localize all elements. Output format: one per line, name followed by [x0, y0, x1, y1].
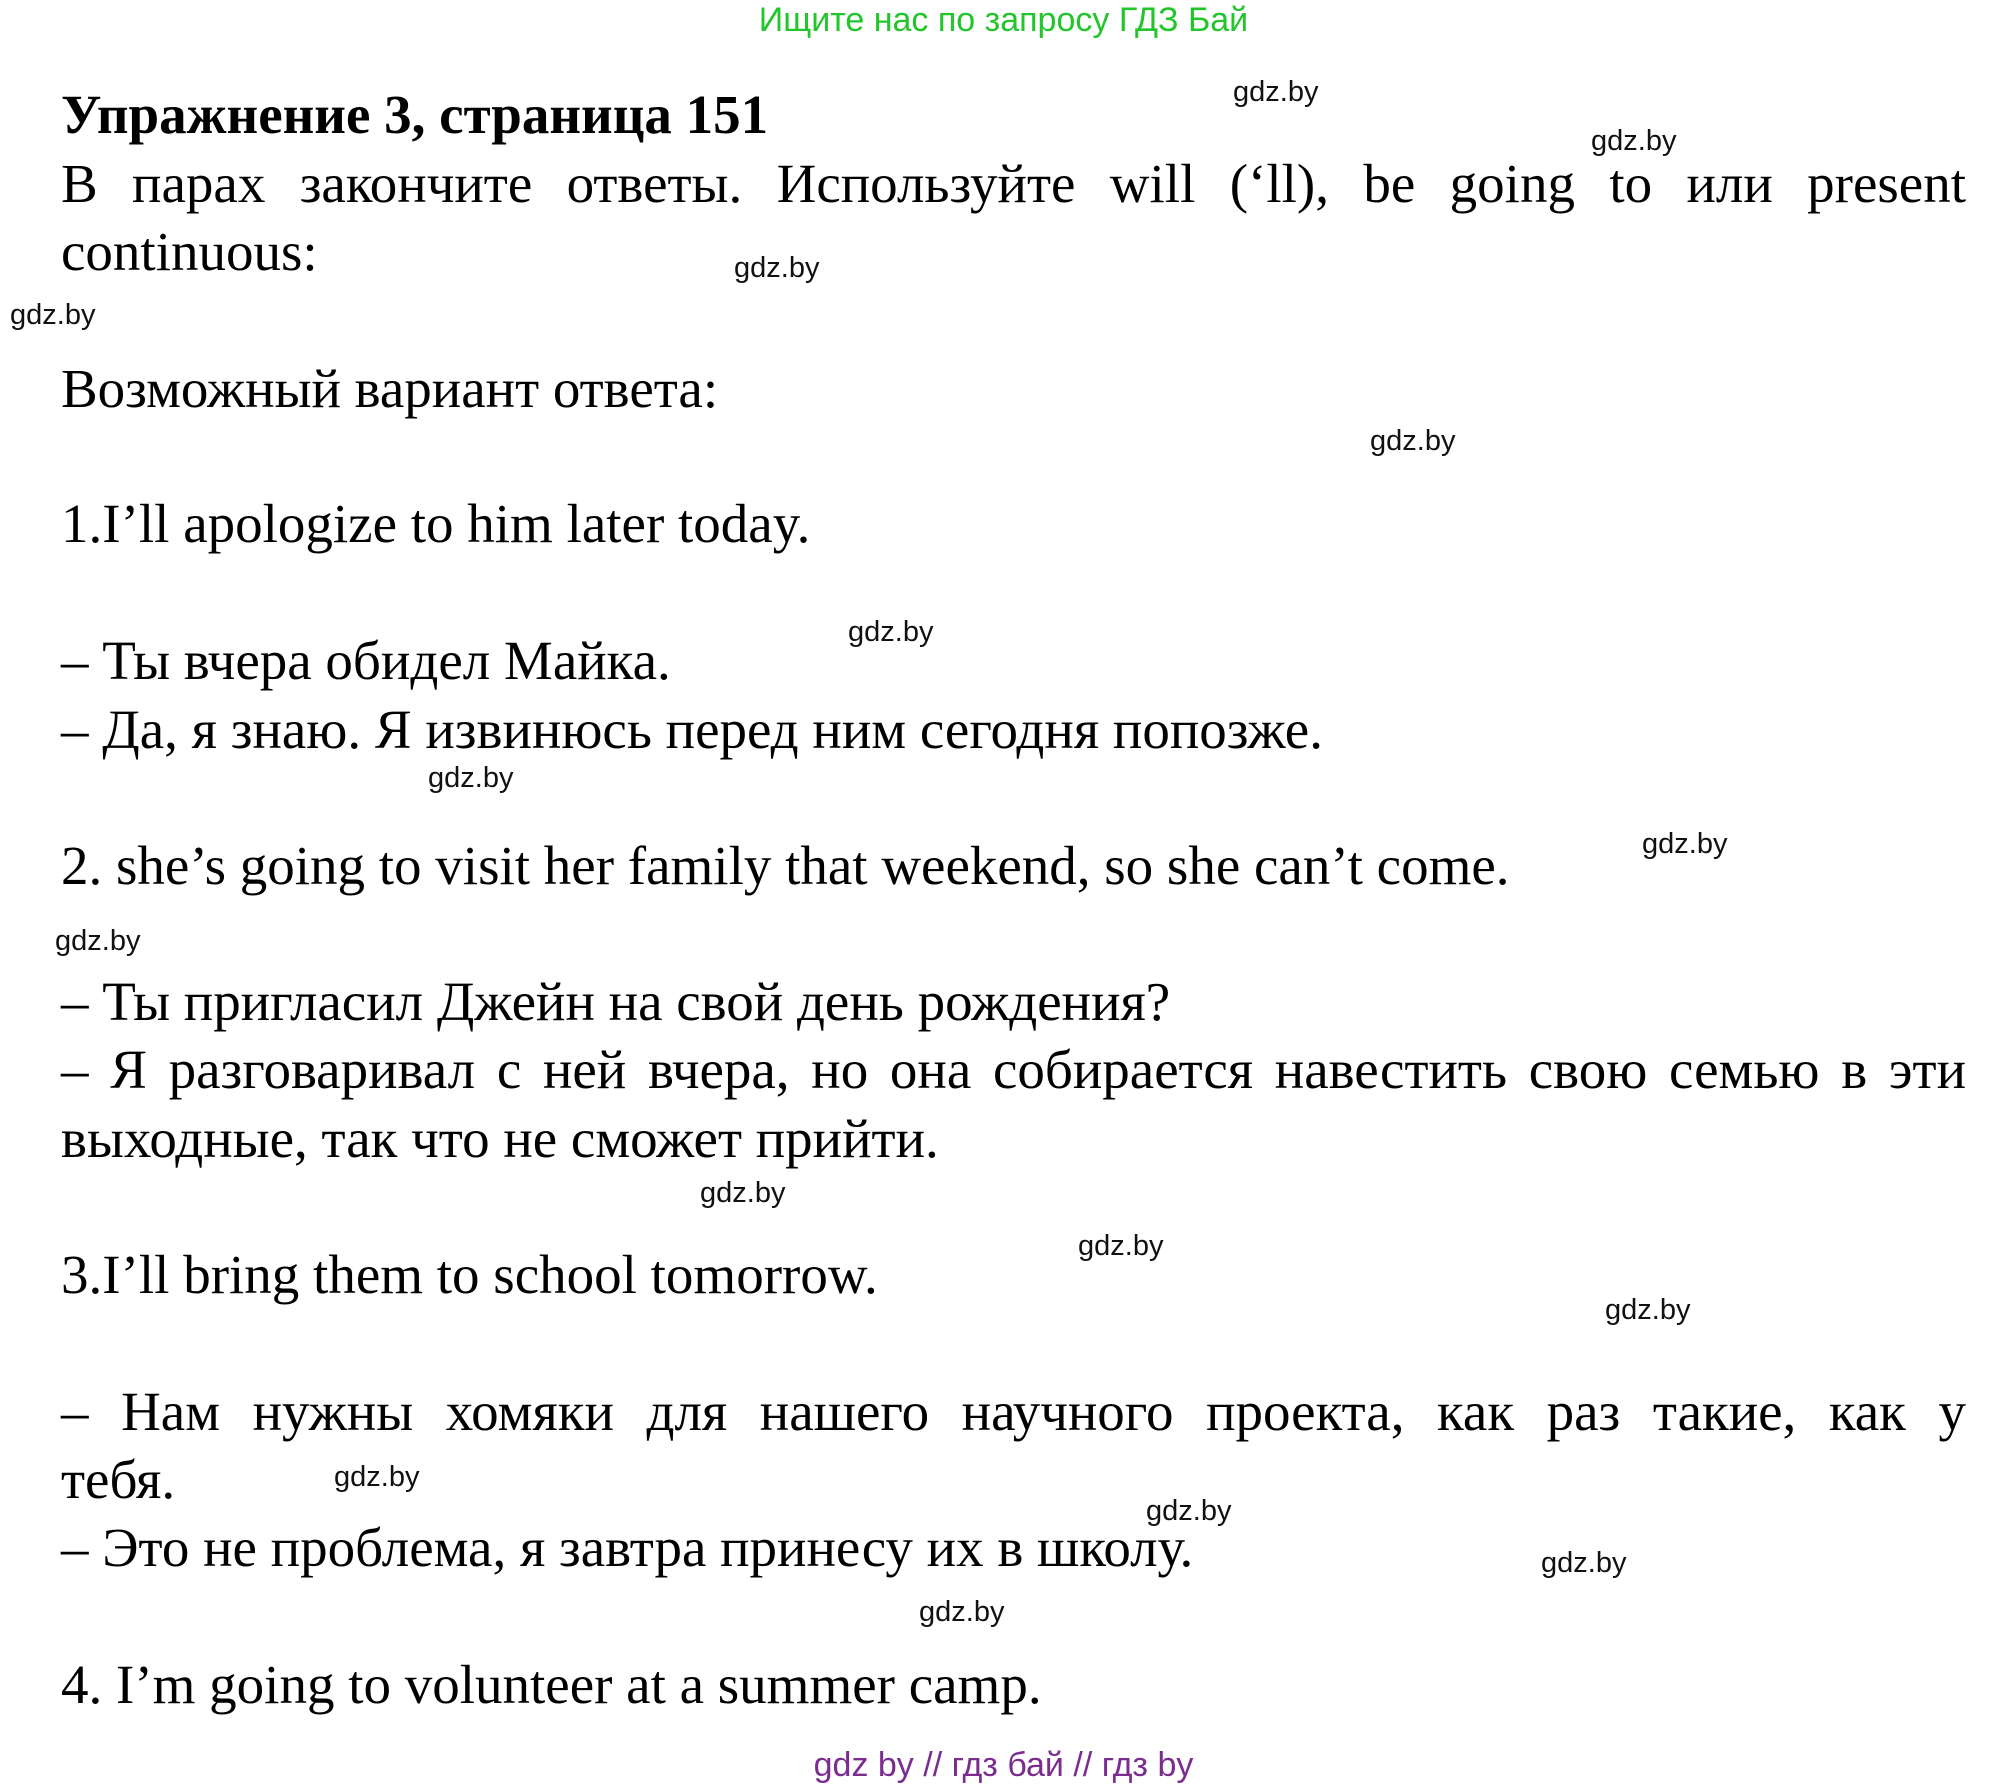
page-title: Упражнение 3, страница 151: [61, 84, 769, 145]
watermark: gdz.by: [1078, 1230, 1164, 1262]
watermark: gdz.by: [848, 616, 934, 648]
watermark: gdz.by: [1370, 425, 1456, 457]
dialog-2-line-2: – Я разговаривал с ней вчера, но она собирается навестить свою семью в эти: [61, 1039, 1966, 1100]
watermark: gdz.by: [334, 1461, 420, 1493]
dialog-3-line-3: – Это не проблема, я завтра принесу их в школу.: [61, 1517, 1194, 1578]
watermark: gdz.by: [55, 925, 141, 957]
watermark: gdz.by: [10, 299, 96, 331]
watermark: gdz.by: [1541, 1547, 1627, 1579]
watermark: gdz.by: [1605, 1294, 1691, 1326]
instruction-line-2: continuous:: [61, 221, 318, 282]
dialog-2-line-3: выходные, так что не сможет прийти.: [61, 1108, 939, 1169]
answer-heading: Возможный вариант ответа:: [61, 358, 719, 419]
answer-2: 2. she’s going to visit her family that weekend, so she can’t come.: [61, 835, 1510, 896]
dialog-3-line-2: тебя.: [61, 1449, 176, 1510]
watermark: gdz.by: [1642, 828, 1728, 860]
watermark: gdz.by: [734, 252, 820, 284]
top-banner: Ищите нас по запросу ГДЗ Бай: [758, 1, 1249, 39]
dialog-2-line-1: – Ты пригласил Джейн на свой день рождения?: [61, 971, 1171, 1032]
instruction-line-1: В парах закончите ответы. Используйте will (‘ll), be going to или present: [61, 153, 1966, 214]
dialog-3-line-1: – Нам нужны хомяки для нашего научного проекта, как раз такие, как у: [61, 1381, 1966, 1442]
dialog-1-line-2: – Да, я знаю. Я извинюсь перед ним сегодня попозже.: [61, 699, 1323, 760]
answer-4: 4. I’m going to volunteer at a summer camp.: [61, 1654, 1042, 1715]
answer-1: 1.I’ll apologize to him later today.: [61, 493, 811, 554]
watermark: gdz.by: [1591, 125, 1677, 157]
watermark: gdz.by: [919, 1596, 1005, 1628]
footer-links: gdz by // гдз бай // гдз by: [813, 1746, 1194, 1784]
watermark: gdz.by: [1146, 1495, 1232, 1527]
answer-3: 3.I’ll bring them to school tomorrow.: [61, 1244, 878, 1305]
watermark: gdz.by: [428, 762, 514, 794]
dialog-1-line-1: – Ты вчера обидел Майка.: [61, 630, 671, 691]
watermark: gdz.by: [700, 1177, 786, 1209]
watermark: gdz.by: [1233, 76, 1319, 108]
